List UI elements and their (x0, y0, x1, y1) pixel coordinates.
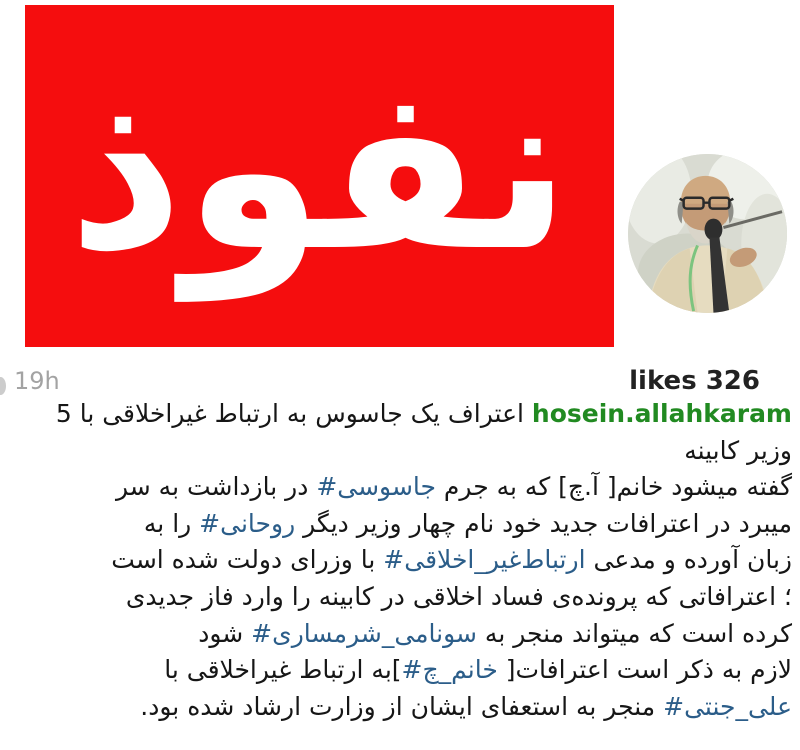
hashtag-link[interactable]: #خانم_چ (401, 655, 498, 685)
avatar[interactable] (628, 154, 787, 313)
hashtag-link[interactable]: #جاسوسی (316, 472, 436, 502)
caption-text: منجر به استعفای ایشان از وزارت ارشاد شده بود. (140, 691, 664, 721)
hashtag-link[interactable]: #سونامی_شرمساری (251, 618, 477, 648)
caption-line (6, 616, 792, 653)
caption-text: لازم به ذکر است اعترافات[ (497, 655, 792, 685)
caption-text: میبرد در اعترافات جدید خود نام چهار وزیر دیگر (295, 508, 792, 538)
caption-line (6, 579, 792, 616)
likes-count[interactable]: likes 326 (629, 366, 760, 396)
caption-text: ]به ارتباط غیراخلاقی با (164, 655, 402, 685)
caption-line (6, 433, 792, 470)
avatar-photo (628, 154, 787, 313)
caption-text: گفته میشود خانم[ آ.چ] که به جرم (435, 472, 792, 502)
caption-text: شود (198, 618, 252, 648)
caption-text: کرده است که میتواند منجر به (476, 618, 792, 648)
caption-line (6, 396, 792, 433)
caption-text: را به (143, 508, 200, 538)
caption-text: وزیر کابینه (684, 435, 792, 465)
caption-line (6, 469, 792, 506)
author-username[interactable]: hosein.allahkaram (531, 399, 792, 428)
caption-text: با وزرای دولت شده است (111, 545, 384, 575)
hashtag-link[interactable]: #ارتباط‌غیر_اخلاقی (383, 545, 586, 575)
timestamp: 19h (14, 367, 60, 395)
caption-text: ؛ اعترافاتی که پرونده‌ی فساد اخلاقی در کابینه را وارد فاز جدیدی (125, 581, 792, 611)
caption-line (6, 506, 792, 543)
post-image-banner (25, 5, 614, 347)
caption-line (6, 689, 792, 726)
caption-text: اعتراف یک جاسوس به ارتباط غیراخلاقی با 5 (55, 399, 532, 428)
edge-artifact (0, 377, 6, 395)
post-image-word: نفوذ (68, 38, 571, 301)
caption-line (6, 652, 792, 689)
hashtag-link[interactable]: #علی_جنتی (663, 691, 792, 721)
caption (6, 396, 792, 725)
caption-line (6, 542, 792, 579)
hashtag-link[interactable]: #روحانی (199, 508, 296, 538)
caption-text: در بازداشت به سر (115, 472, 317, 502)
caption-text: زبان آورده و مدعی (585, 545, 792, 575)
